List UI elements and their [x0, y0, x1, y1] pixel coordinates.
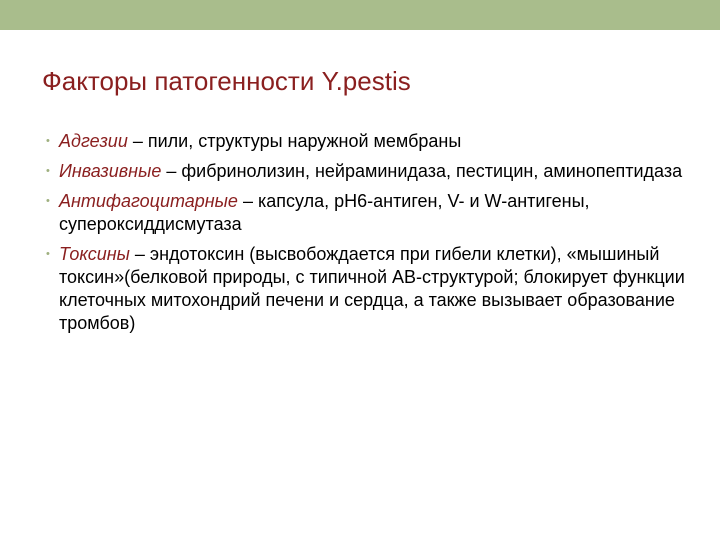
- bullet-term: Токсины: [59, 244, 130, 264]
- bullet-text: – фибринолизин, нейраминидаза, пестицин, аминопептидаза: [161, 161, 683, 181]
- bullet-term: Антифагоцитарные: [59, 191, 238, 211]
- bullet-text: – эндотоксин (высвобождается при гибели клетки), «мышиный токсин»(белковой природы, с типичной АВ-структурой; блокирует функции клеточных митохондрий печени и сердца, а также вызывает образование тромбов): [59, 244, 685, 333]
- top-accent-bar: [0, 0, 720, 30]
- bullet-term: Адгезии: [59, 131, 128, 151]
- bullet-item-toxins: [46, 243, 696, 335]
- bullet-item-invasive: [46, 160, 696, 183]
- bullet-list: [46, 130, 696, 342]
- bullet-icon: •: [46, 248, 50, 260]
- bullet-item-adhesins: [46, 130, 696, 153]
- bullet-icon: •: [46, 135, 50, 147]
- bullet-term: Инвазивные: [59, 161, 162, 181]
- bullet-item-antiphagocytic: [46, 190, 696, 236]
- bullet-text: – капсула, рН6-антиген, V- и W-антигены, супероксиддисмутаза: [59, 191, 590, 234]
- slide-title: Факторы патогенности Y.pestis: [42, 66, 411, 96]
- bullet-icon: •: [46, 165, 50, 177]
- bullet-icon: •: [46, 195, 50, 207]
- bullet-text: – пили, структуры наружной мембраны: [127, 131, 462, 151]
